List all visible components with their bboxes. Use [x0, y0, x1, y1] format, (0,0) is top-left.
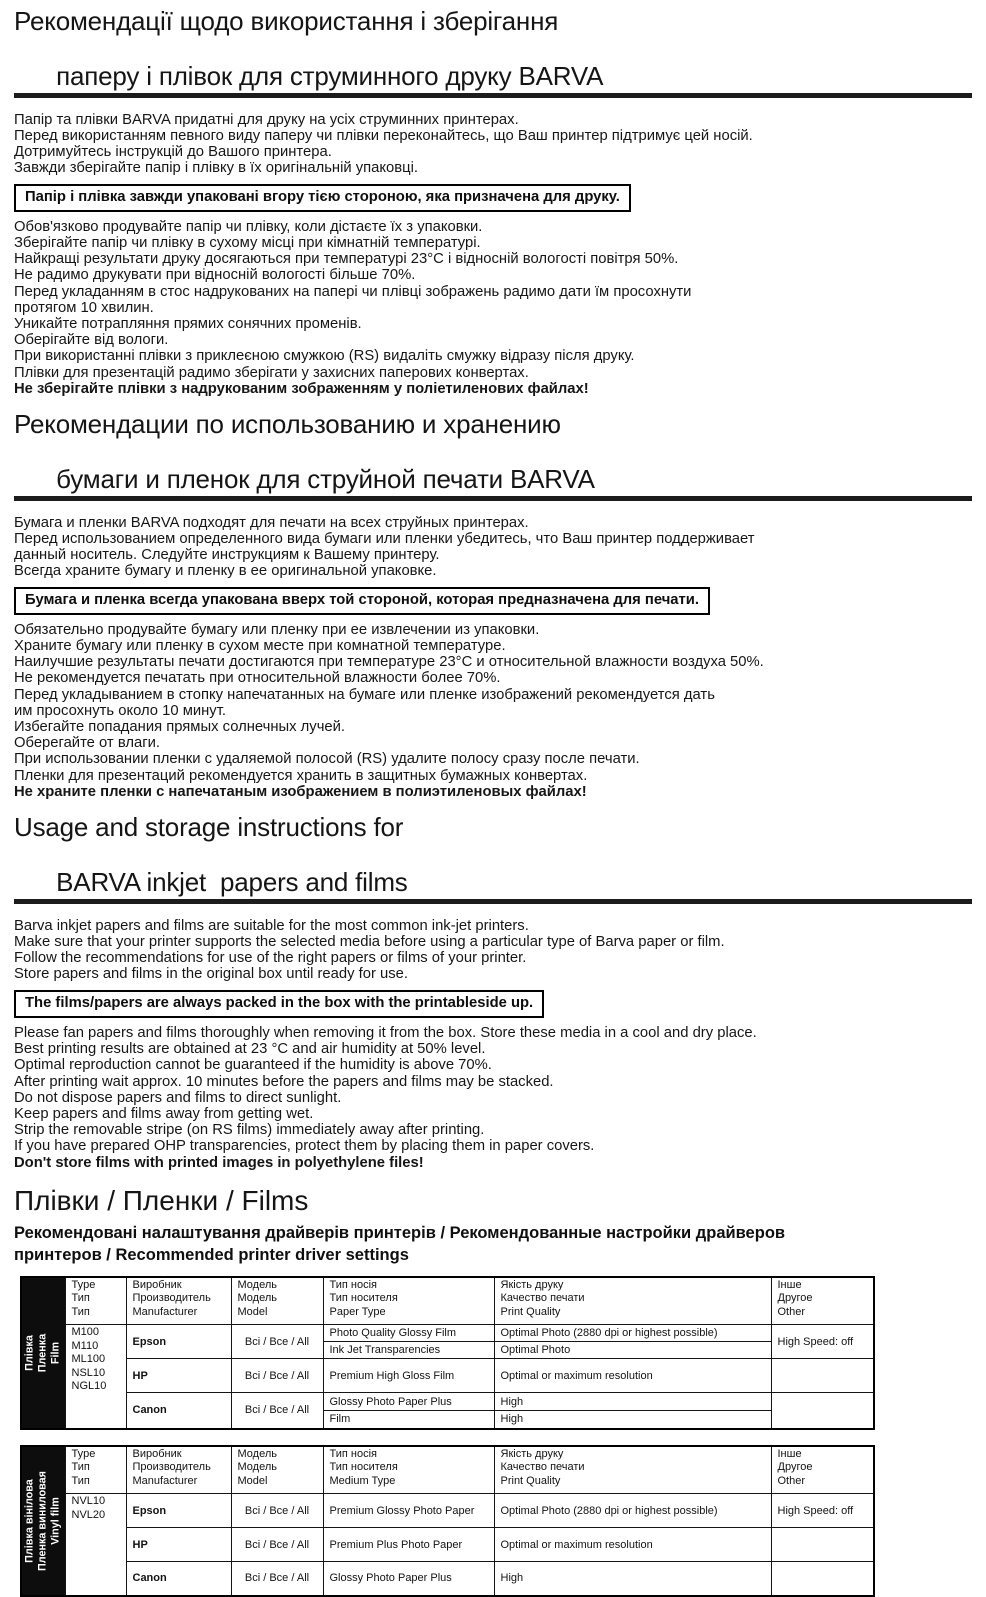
- model-cell: Bci / Bce / All: [231, 1325, 323, 1359]
- other-cell: High Speed: off: [771, 1325, 874, 1359]
- header-type: Type Тип Тип: [65, 1277, 126, 1325]
- manufacturer-cell: HP: [126, 1528, 231, 1562]
- packing-notice-box: [14, 587, 710, 615]
- intro-paragraph: [14, 515, 972, 580]
- type-code: NVL10: [71, 1495, 106, 1508]
- title-line: BARVA inkjet papers and films: [56, 867, 408, 898]
- divider-rule: [14, 899, 972, 904]
- text-line: Оберігайте від вологи.: [14, 332, 169, 349]
- packing-notice-box: [14, 990, 544, 1018]
- section-title-russian: [14, 411, 972, 494]
- header-print-quality: Якість друку Качество печати Print Quality: [494, 1277, 771, 1325]
- model-cell: Bci / Bce / All: [231, 1494, 323, 1528]
- model-cell: Bci / Bce / All: [231, 1393, 323, 1429]
- quality-cell: High: [494, 1562, 771, 1596]
- side-label-line: Vinyl film: [49, 1496, 62, 1545]
- text-line: Пленки для презентаций рекомендуется хранить в защитных бумажных конвертах.: [14, 767, 588, 784]
- film-side-label-cell: [21, 1277, 65, 1429]
- type-code: NGL10: [71, 1380, 107, 1393]
- text-line: Follow the recommendations for use of the right papers or films of your printer.: [14, 950, 527, 966]
- section-title-ukrainian: [14, 8, 972, 91]
- text-line: Наилучшие результаты печати достигаются при температуре 23°С и относительной влажности воздуха 50%.: [14, 654, 764, 671]
- text-line: If you have prepared OHP transparencies, protect them by placing them in paper covers.: [14, 1138, 595, 1155]
- header-model: Модель Модель Model: [231, 1277, 323, 1325]
- text-line: Keep papers and films away from getting wet.: [14, 1105, 314, 1122]
- quality-cell: Optimal Photo (2880 dpi or highest possible): [494, 1494, 771, 1528]
- text-line: При використанні плівки з приклеєною смужкою (RS) видаліть смужку відразу після друку.: [14, 348, 635, 365]
- header-media-type: Тип носія Тип носителя Medium Type: [323, 1446, 494, 1494]
- type-codes-cell: [65, 1494, 126, 1596]
- title-line: Рекомендації щодо використання і зберігання: [14, 6, 559, 36]
- header-other: Інше Другое Other: [771, 1277, 874, 1325]
- warning-line: Не храните пленки с напечатаным изображением в полиэтиленовых файлах!: [14, 783, 587, 800]
- header-other: Інше Другое Other: [771, 1446, 874, 1494]
- vinyl-film-settings-table: [20, 1445, 875, 1597]
- header-manufacturer: Виробник Производитель Manufacturer: [126, 1446, 231, 1494]
- text-line: After printing wait approx. 10 minutes before the papers and films may be stacked.: [14, 1073, 554, 1090]
- quality-cell: Optimal or maximum resolution: [494, 1359, 771, 1393]
- packing-notice-text: Бумага и пленка всегда упакована вверх той стороной, которая предназначена для печати.: [25, 592, 699, 609]
- quality-cell: High: [494, 1393, 771, 1411]
- warning-line: Don't store films with printed images in polyethylene files!: [14, 1154, 424, 1171]
- text-line: Всегда храните бумагу и пленку в ее оригинальной упаковке.: [14, 563, 437, 580]
- side-label-line: Пленка виниловая: [36, 1470, 49, 1571]
- other-cell: [771, 1393, 874, 1429]
- quality-cell: Optimal or maximum resolution: [494, 1528, 771, 1562]
- type-code: M110: [71, 1339, 99, 1352]
- films-heading: Плівки / Пленки / Films: [14, 1184, 309, 1216]
- intro-paragraph: [14, 918, 972, 983]
- text-line: Папір та плівки BARVA придатні для друку на усіх струминних принтерах.: [14, 111, 519, 128]
- subtitle-line: Рекомендовані налаштування драйверів принтерів / Рекомендованные настройки драйверов: [14, 1223, 786, 1242]
- driver-settings-subtitle: [14, 1222, 972, 1266]
- section-ukrainian: [14, 8, 972, 397]
- text-line: При использовании пленки с удаляемой полосой (RS) удалите полосу сразу после печати.: [14, 751, 640, 768]
- film-side-label: [24, 1334, 63, 1372]
- side-label-line: Пленка: [36, 1333, 49, 1372]
- text-line: Храните бумагу или пленку в сухом месте при комнатной температуре.: [14, 638, 506, 655]
- text-line: им просохнуть около 10 минут.: [14, 702, 226, 719]
- header-print-quality: Якість друку Качество печати Print Quality: [494, 1446, 771, 1494]
- title-line: бумаги и пленок для струйной печати BARVA: [56, 464, 595, 495]
- packing-notice-text: Папір і плівка завжди упаковані вгору тією стороною, яка призначена для друку.: [25, 189, 620, 206]
- text-line: Найкращі результати друку досягаються при температурі 23°С і відносній вологості повітря 50%.: [14, 251, 679, 268]
- text-line: Оберегайте от влаги.: [14, 735, 160, 752]
- side-label-line: Плівка вінілова: [23, 1478, 36, 1563]
- title-line: Usage and storage instructions for: [14, 812, 404, 843]
- subtitle-line: принтеров / Recommended printer driver settings: [14, 1245, 409, 1264]
- text-line: Дотримуйтесь інструкцій до Вашого принтера.: [14, 143, 332, 160]
- type-code: NSL10: [71, 1366, 106, 1379]
- text-line: протягом 10 хвилин.: [14, 299, 154, 316]
- text-line: Перед укладыванием в стопку напечатанных на бумаге или пленке изображений рекомендуется дать: [14, 686, 715, 703]
- text-line: Не рекомендуется печатать при относительной влажности более 70%.: [14, 670, 501, 687]
- section-russian: [14, 411, 972, 800]
- text-line: Strip the removable stripe (on RS films) immediately away after printing.: [14, 1122, 485, 1139]
- other-cell: [771, 1562, 874, 1596]
- header-manufacturer: Виробник Производитель Manufacturer: [126, 1277, 231, 1325]
- divider-rule: [14, 496, 972, 501]
- type-code: ML100: [71, 1353, 106, 1366]
- manufacturer-cell: Epson: [126, 1325, 231, 1359]
- type-codes-cell: [65, 1325, 126, 1429]
- text-line: Optimal reproduction cannot be guaranteed if the humidity is above 70%.: [14, 1057, 492, 1074]
- text-line: Make sure that your printer supports the selected media before using a particular type of Barva paper or film.: [14, 933, 725, 950]
- manufacturer-cell: Canon: [126, 1393, 231, 1429]
- rules-paragraph: [14, 219, 972, 381]
- packing-notice-box: [14, 184, 631, 212]
- text-line: Please fan papers and films thoroughly when removing it from the box. Store these media in a cool and dry place.: [14, 1024, 757, 1041]
- side-label-line: Плівка: [23, 1334, 36, 1371]
- quality-cell: High: [494, 1411, 771, 1429]
- text-line: Зберігайте папір чи плівку в сухому місці при кімнатній температурі.: [14, 235, 481, 252]
- media-cell: Film: [323, 1411, 494, 1429]
- vinyl-side-label: [24, 1471, 63, 1571]
- text-line: Не радимо друкувати при відносній вологості більше 70%.: [14, 267, 416, 284]
- quality-cell: Optimal Photo: [494, 1342, 771, 1359]
- text-line: Обов'язково продувайте папір чи плівку, коли дістаєте їх з упаковки.: [14, 218, 483, 235]
- other-cell: [771, 1528, 874, 1562]
- title-line: Рекомендации по использованию и хранению: [14, 409, 561, 440]
- text-line: Barva inkjet papers and films are suitable for the most common ink-jet printers.: [14, 917, 529, 934]
- manufacturer-cell: Canon: [126, 1562, 231, 1596]
- header-type: Type Тип Тип: [65, 1446, 126, 1494]
- media-cell: Photo Quality Glossy Film: [323, 1325, 494, 1342]
- rules-paragraph: [14, 1025, 972, 1155]
- header-media-type: Тип носія Тип носителя Paper Type: [323, 1277, 494, 1325]
- manufacturer-cell: Epson: [126, 1494, 231, 1528]
- intro-paragraph: [14, 112, 972, 177]
- other-cell: High Speed: off: [771, 1494, 874, 1528]
- model-cell: Bci / Bce / All: [231, 1562, 323, 1596]
- text-line: Best printing results are obtained at 23 °C and air humidity at 50% level.: [14, 1041, 486, 1058]
- packing-notice-text: The films/papers are always packed in the box with the printableside up.: [25, 995, 534, 1012]
- section-english: [14, 814, 972, 1171]
- text-line: данный носитель. Следуйте инструкциям к Вашему принтеру.: [14, 546, 440, 563]
- text-line: Плівки для презентацій радимо зберігати у захисних паперових конвертах.: [14, 364, 529, 381]
- vinyl-side-label-cell: [21, 1446, 65, 1596]
- header-model: Модель Модель Model: [231, 1446, 323, 1494]
- text-line: Бумага и пленки BARVA подходят для печати на всех струйных принтерах.: [14, 514, 529, 531]
- media-cell: Premium High Gloss Film: [323, 1359, 494, 1393]
- text-line: Завжди зберігайте папір і плівку в їх оригінальній упаковці.: [14, 160, 419, 177]
- media-cell: Glossy Photo Paper Plus: [323, 1562, 494, 1596]
- text-line: Избегайте попадания прямых солнечных лучей.: [14, 719, 346, 736]
- text-line: Обязательно продувайте бумагу или пленку при ее извлечении из упаковки.: [14, 621, 540, 638]
- manufacturer-cell: HP: [126, 1359, 231, 1393]
- media-cell: Glossy Photo Paper Plus: [323, 1393, 494, 1411]
- text-line: Перед використанням певного виду паперу чи плівки переконайтесь, що Ваш принтер підтримує цей носій.: [14, 127, 753, 144]
- type-code: NVL20: [71, 1508, 106, 1521]
- model-cell: Bci / Bce / All: [231, 1359, 323, 1393]
- title-line: паперу і плівок для струминного друку BARVA: [56, 61, 604, 91]
- side-label-line: Film: [49, 1341, 62, 1364]
- text-line: Do not dispose papers and films to direct sunlight.: [14, 1089, 342, 1106]
- media-cell: Premium Glossy Photo Paper: [323, 1494, 494, 1528]
- section-title-english: [14, 814, 972, 897]
- text-line: Перед укладанням в стос надрукованих на папері чи плівці зображень радимо дати їм просохнути: [14, 283, 692, 300]
- media-cell: Ink Jet Transparencies: [323, 1342, 494, 1359]
- other-cell: [771, 1359, 874, 1393]
- divider-rule: [14, 93, 972, 98]
- text-line: Store papers and films in the original box until ready for use.: [14, 966, 408, 983]
- rules-paragraph: [14, 622, 972, 784]
- films-settings-table: [20, 1276, 875, 1430]
- model-cell: Bci / Bce / All: [231, 1528, 323, 1562]
- media-cell: Premium Plus Photo Paper: [323, 1528, 494, 1562]
- text-line: Перед использованием определенного вида бумаги или пленки убедитесь, что Ваш принтер поддерживает: [14, 530, 755, 547]
- quality-cell: Optimal Photo (2880 dpi or highest possible): [494, 1325, 771, 1342]
- text-line: Уникайте потрапляння прямих сонячних променів.: [14, 316, 362, 333]
- type-code: M100: [71, 1326, 100, 1339]
- warning-line: Не зберігайте плівки з надрукованим зображенням у поліетиленових файлах!: [14, 380, 589, 397]
